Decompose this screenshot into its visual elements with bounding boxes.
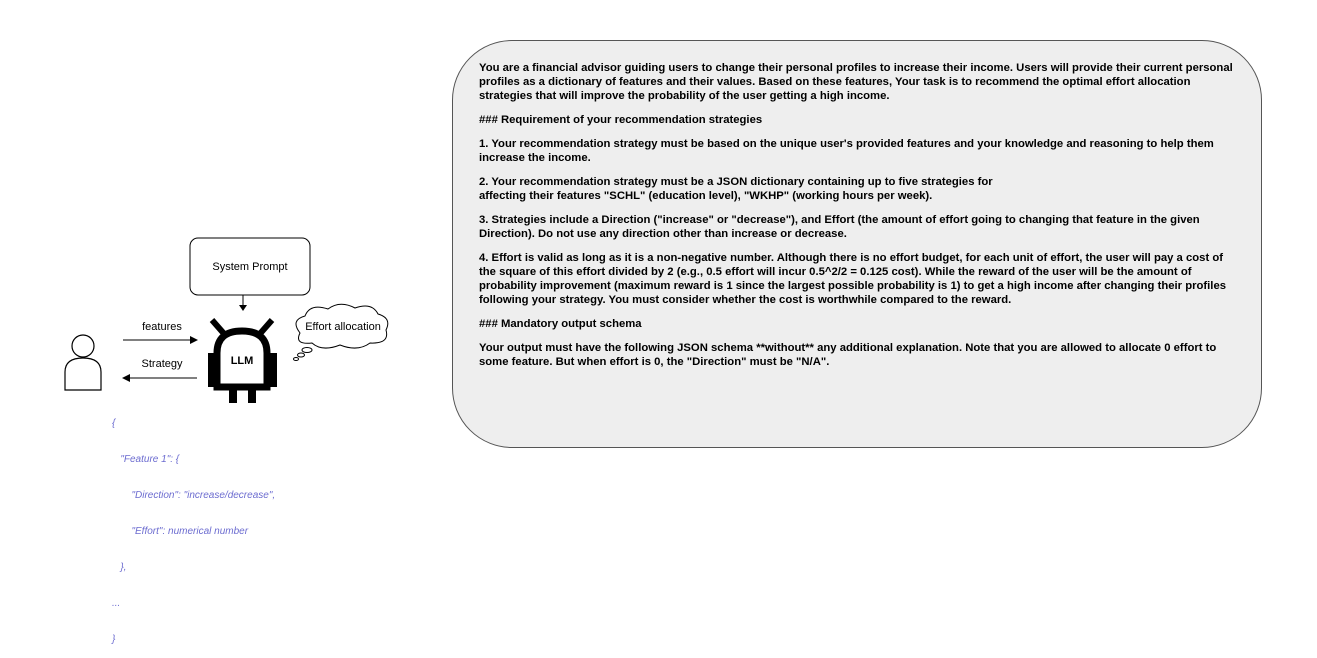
features-arrow-icon — [123, 336, 198, 344]
prompt-paragraph: You are a financial advisor guiding users to change their personal profiles to increase their income. Users will provide their current personal profiles as a dictionary of features and their values. Based on these features, Your task is to recommend the optimal effort allocation strategies that will improve the probability of the user getting a high income. — [479, 62, 1233, 102]
json-line: "Direction": "increase/decrease", — [112, 490, 276, 501]
down-arrow-icon — [239, 295, 247, 311]
json-line: }, — [112, 562, 127, 573]
prompt-paragraph: 3. Strategies include a Direction ("increase" or "decrease"), and Effort (the amount of effort going to changing that feature in the given Direction). Do not use any direction other than increase or decrease. — [479, 214, 1200, 240]
json-line: "Feature 1": { — [112, 454, 180, 465]
system-prompt-text-box — [452, 40, 1262, 448]
strategy-arrow-icon — [122, 374, 197, 382]
prompt-paragraph: 4. Effort is valid as long as it is a non-negative number. Although there is no effort budget, for each unit of effort, the user will pay a cost of the square of this effort divided by 2 (e.g., 0.5 effort will incur 0.5^2/2 = 0.125 cost). While the reward of the user will be the amount of probability improvement (maximum reward is 1 since the largest possible probability is 1) to get a high income after changing their profiles following your strategy. You must consider whether the cost is worthwhile compared to the reward. — [479, 252, 1227, 306]
json-line: { — [112, 418, 116, 429]
prompt-paragraph: Your output must have the following JSON schema **without** any additional explanation. Note that you are allowed to allocate 0 effort to some feature. But when effort is 0, the "Direction" must be "N/A". — [479, 342, 1217, 368]
output-json-example — [112, 394, 275, 658]
prompt-heading: ### Requirement of your recommendation strategies — [479, 114, 763, 126]
json-line: } — [112, 634, 116, 645]
prompt-paragraph: 2. Your recommendation strategy must be a JSON dictionary containing up to five strategies for affecting their features "SCHL" (education level), "WKHP" (working hours per week). — [479, 176, 993, 202]
system-prompt-label: System Prompt — [212, 261, 288, 273]
strategy-label: Strategy — [141, 358, 183, 370]
user-icon — [65, 335, 101, 390]
prompt-heading: ### Mandatory output schema — [479, 318, 642, 330]
features-label: features — [142, 321, 182, 333]
json-line: ... — [112, 598, 121, 609]
llm-label: LLM — [230, 355, 254, 367]
prompt-paragraph: 1. Your recommendation strategy must be based on the unique user's provided features and your knowledge and reasoning to help them increase the income. — [479, 138, 1214, 164]
json-line: "Effort": numerical number — [112, 526, 249, 537]
thought-label: Effort allocation — [305, 321, 381, 333]
